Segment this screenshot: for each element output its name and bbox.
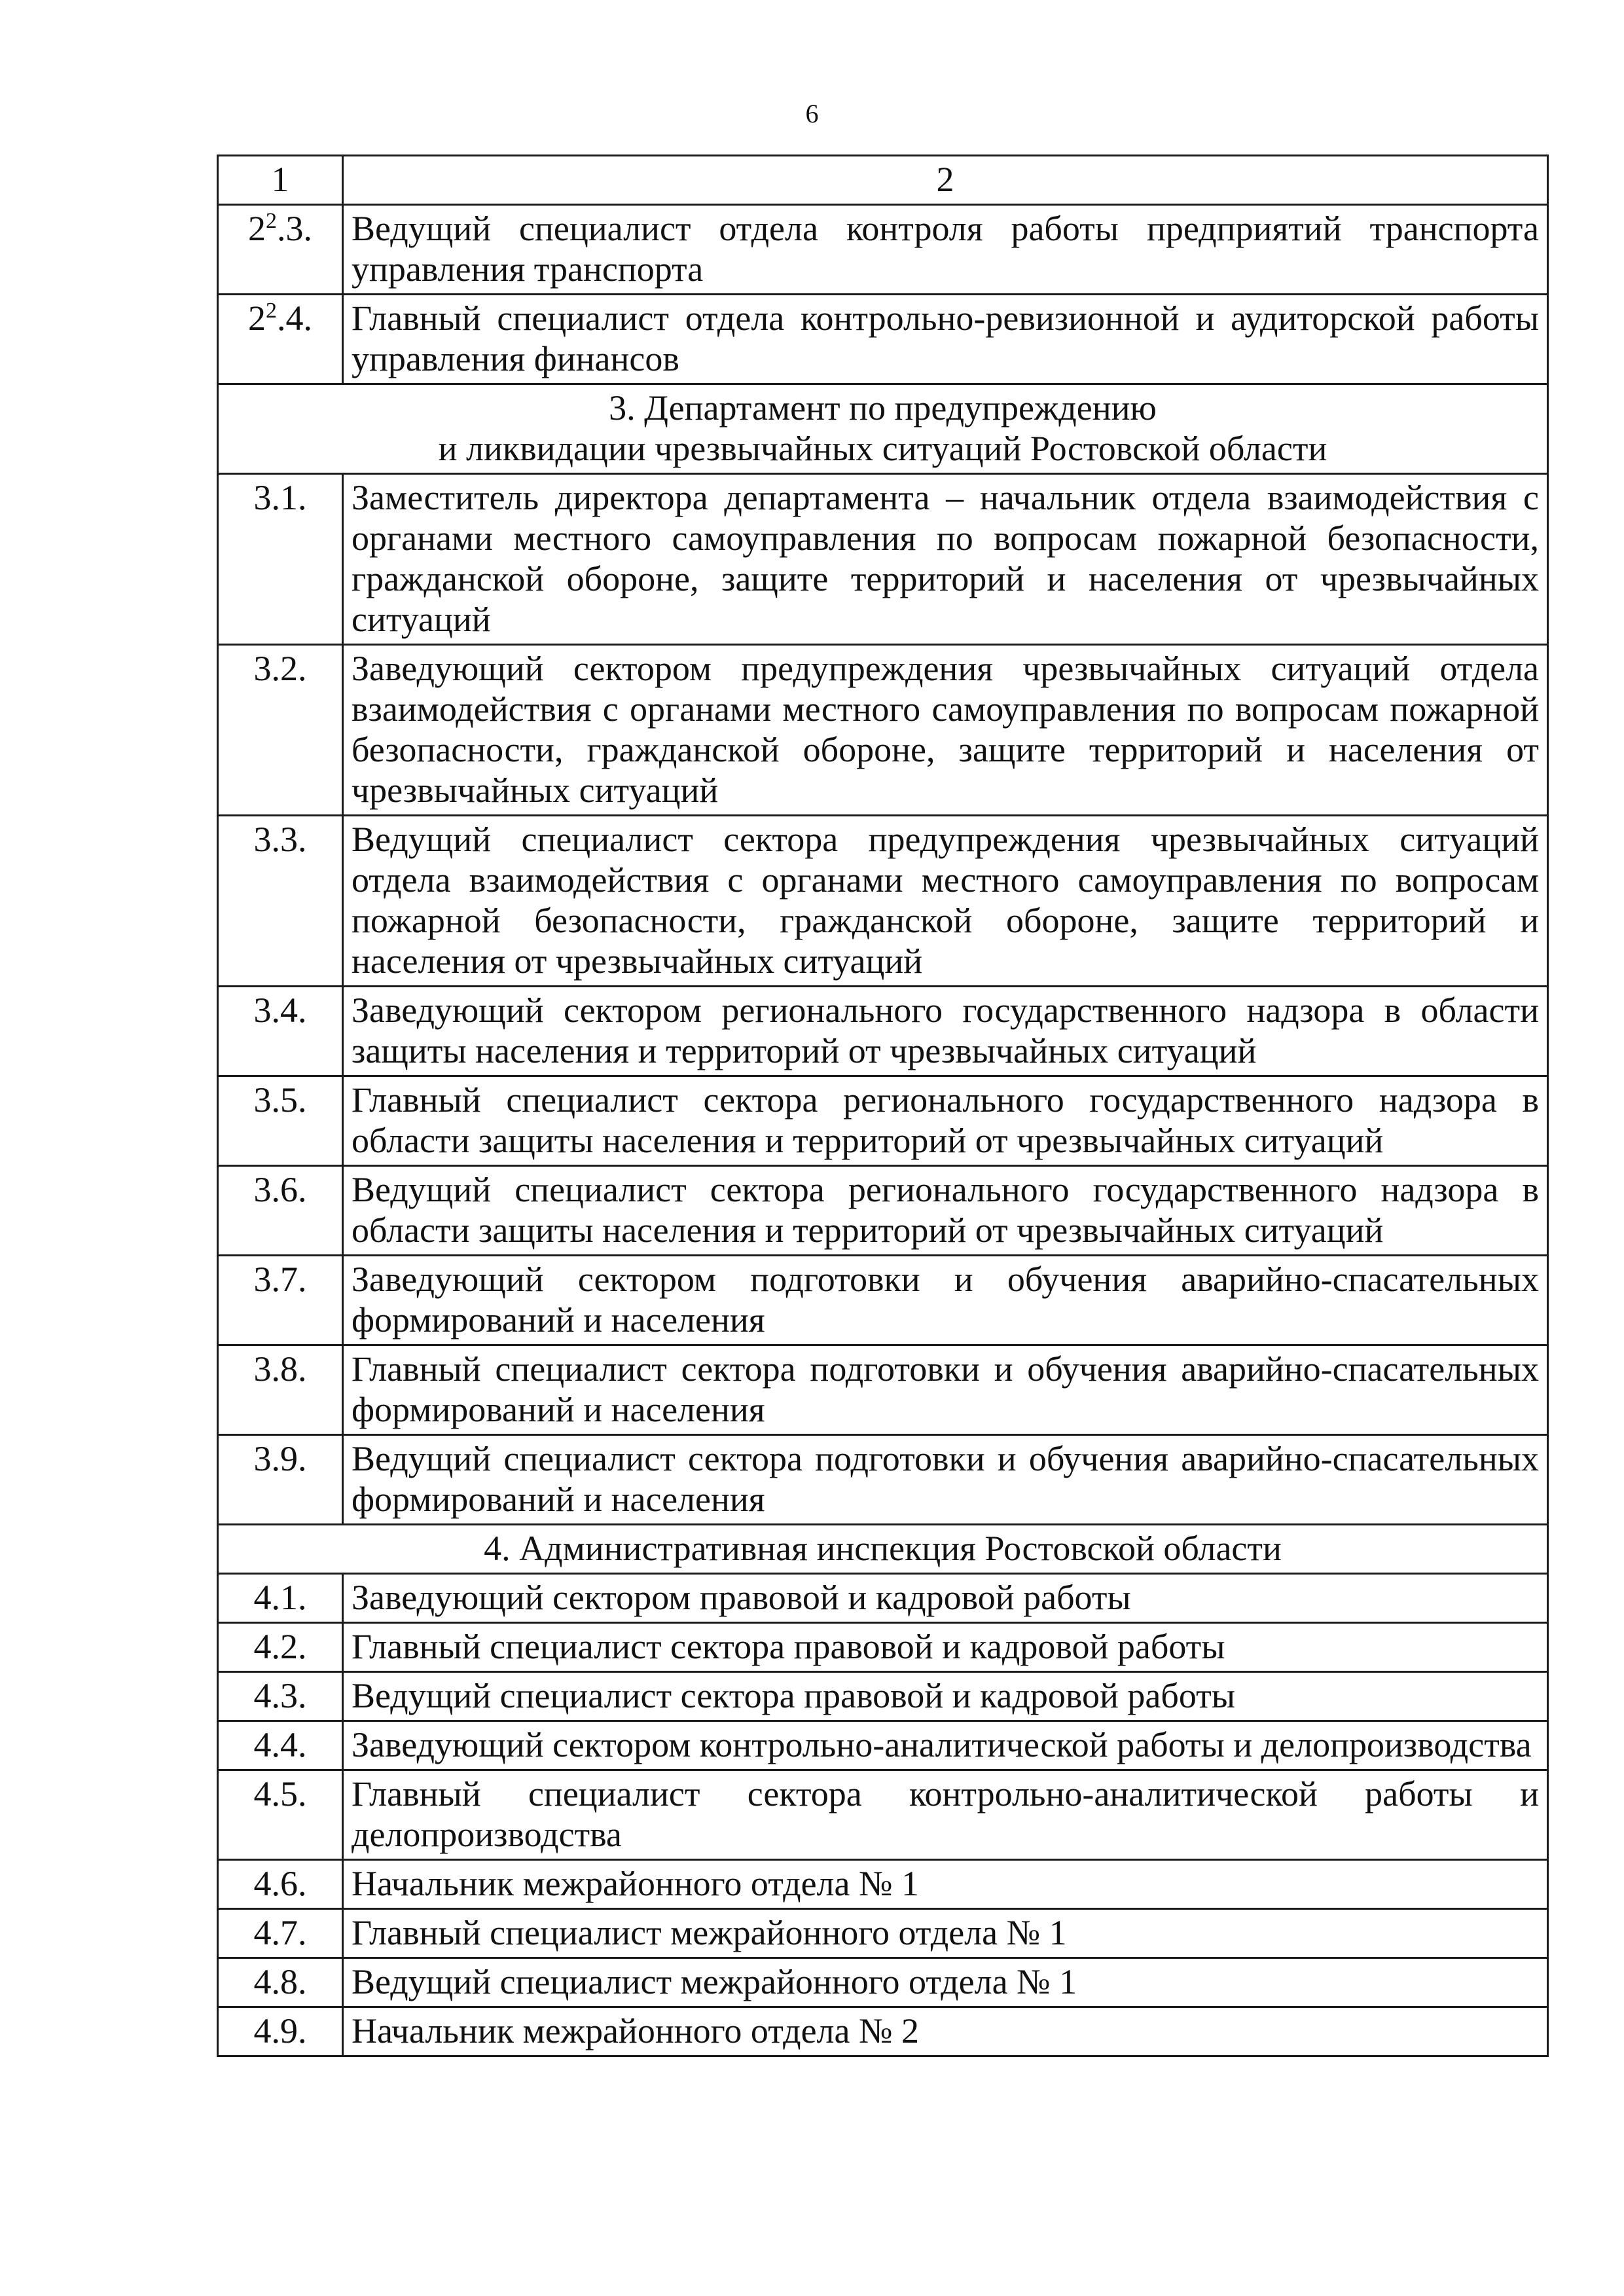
section-heading-line: 3. Департамент по предупреждению [609, 388, 1157, 428]
row-position-title: Ведущий специалист сектора подготовки и обучения аварийно-спасательных формирований и населения [343, 1435, 1548, 1525]
row-position-title: Заведующий сектором подготовки и обучения аварийно-спасательных формирований и населения [343, 1256, 1548, 1345]
row-position-title: Заведующий сектором регионального государственного надзора в области защиты населения и территорий от чрезвычайных ситуаций [343, 987, 1548, 1076]
table-row [218, 1166, 1548, 1256]
table-row [218, 1770, 1548, 1860]
row-number: 4.5. [218, 1770, 343, 1860]
row-number: $2^2.4$. [218, 295, 343, 384]
row-position-title: Начальник межрайонного отдела № 2 [343, 2007, 1548, 2056]
column-header-number: 1 [218, 156, 343, 205]
section-heading-line: и ликвидации чрезвычайных ситуаций Ростовской области [438, 429, 1327, 468]
table-row [218, 816, 1548, 987]
row-position-title: Главный специалист сектора регионального государственного надзора в области защиты населения и территорий от чрезвычайных ситуаций [343, 1076, 1548, 1166]
table-body [218, 156, 1548, 2056]
row-position-title: Главный специалист отдела контрольно-ревизионной и аудиторской работы управления финансов [343, 295, 1548, 384]
table-row [218, 645, 1548, 816]
row-position-title: Заведующий сектором контрольно-аналитической работы и делопроизводства [343, 1721, 1548, 1770]
row-position-title: Ведущий специалист межрайонного отдела № 1 [343, 1958, 1548, 2007]
table-row [218, 1256, 1548, 1345]
row-position-title: Ведущий специалист сектора регионального государственного надзора в области защиты населения и территорий от чрезвычайных ситуаций [343, 1166, 1548, 1256]
row-number: 3.9. [218, 1435, 343, 1525]
row-position-title: Заместитель директора департамента – начальник отдела взаимодействия с органами местного самоуправления по вопросам пожарной безопасности, гражданской обороне, защите территорий и населения от чрезвычайных ситуаций [343, 474, 1548, 645]
page-number: 6 [805, 99, 819, 128]
row-number: 3.5. [218, 1076, 343, 1166]
row-number: 4.2. [218, 1623, 343, 1672]
row-number: 4.9. [218, 2007, 343, 2056]
column-header-title: 2 [343, 156, 1548, 205]
row-number: 4.8. [218, 1958, 343, 2007]
row-number: 4.4. [218, 1721, 343, 1770]
table-row [218, 1721, 1548, 1770]
row-position-title: Ведущий специалист сектора правовой и кадровой работы [343, 1672, 1548, 1721]
section-heading-row [218, 384, 1548, 474]
row-number: 3.4. [218, 987, 343, 1076]
row-number: $2^2.3$. [218, 205, 343, 295]
row-position-title: Ведущий специалист сектора предупреждения чрезвычайных ситуаций отдела взаимодействия с органами местного самоуправления по вопросам пожарной безопасности, гражданской обороне, защите территорий и населения от чрезвычайных ситуаций [343, 816, 1548, 987]
row-number: 4.6. [218, 1860, 343, 1909]
row-number: 3.6. [218, 1166, 343, 1256]
table-row [218, 1909, 1548, 1958]
table-row [218, 987, 1548, 1076]
row-position-title: Главный специалист межрайонного отдела № 1 [343, 1909, 1548, 1958]
table-row [218, 205, 1548, 295]
table-row [218, 1672, 1548, 1721]
table-row [218, 1435, 1548, 1525]
row-number: 4.7. [218, 1909, 343, 1958]
table-row [218, 1574, 1548, 1623]
row-number: 3.8. [218, 1345, 343, 1435]
row-number: 3.1. [218, 474, 343, 645]
row-position-title: Заведующий сектором предупреждения чрезвычайных ситуаций отдела взаимодействия с органами местного самоуправления по вопросам пожарной безопасности, гражданской обороне, защите территорий и населения от чрезвычайных ситуаций [343, 645, 1548, 816]
row-number: 3.3. [218, 816, 343, 987]
table-header-row [218, 156, 1548, 205]
section-heading [218, 384, 1548, 474]
section-heading [218, 1525, 1548, 1574]
table-row [218, 1623, 1548, 1672]
row-number: 3.2. [218, 645, 343, 816]
row-position-title: Заведующий сектором правовой и кадровой работы [343, 1574, 1548, 1623]
row-position-title: Ведущий специалист отдела контроля работы предприятий транспорта управления транспорта [343, 205, 1548, 295]
table-row [218, 2007, 1548, 2056]
row-number: 4.3. [218, 1672, 343, 1721]
row-position-title: Главный специалист сектора контрольно-аналитической работы и делопроизводства [343, 1770, 1548, 1860]
table-row [218, 1860, 1548, 1909]
row-number: 4.1. [218, 1574, 343, 1623]
section-heading-line: 4. Административная инспекция Ростовской области [484, 1529, 1282, 1568]
section-heading-row [218, 1525, 1548, 1574]
table-row [218, 1076, 1548, 1166]
positions-table [217, 155, 1549, 2057]
table-row [218, 1958, 1548, 2007]
row-position-title: Главный специалист сектора подготовки и обучения аварийно-спасательных формирований и населения [343, 1345, 1548, 1435]
table-row [218, 295, 1548, 384]
table-row [218, 1345, 1548, 1435]
row-position-title: Главный специалист сектора правовой и кадровой работы [343, 1623, 1548, 1672]
row-position-title: Начальник межрайонного отдела № 1 [343, 1860, 1548, 1909]
table-row [218, 474, 1548, 645]
row-number: 3.7. [218, 1256, 343, 1345]
